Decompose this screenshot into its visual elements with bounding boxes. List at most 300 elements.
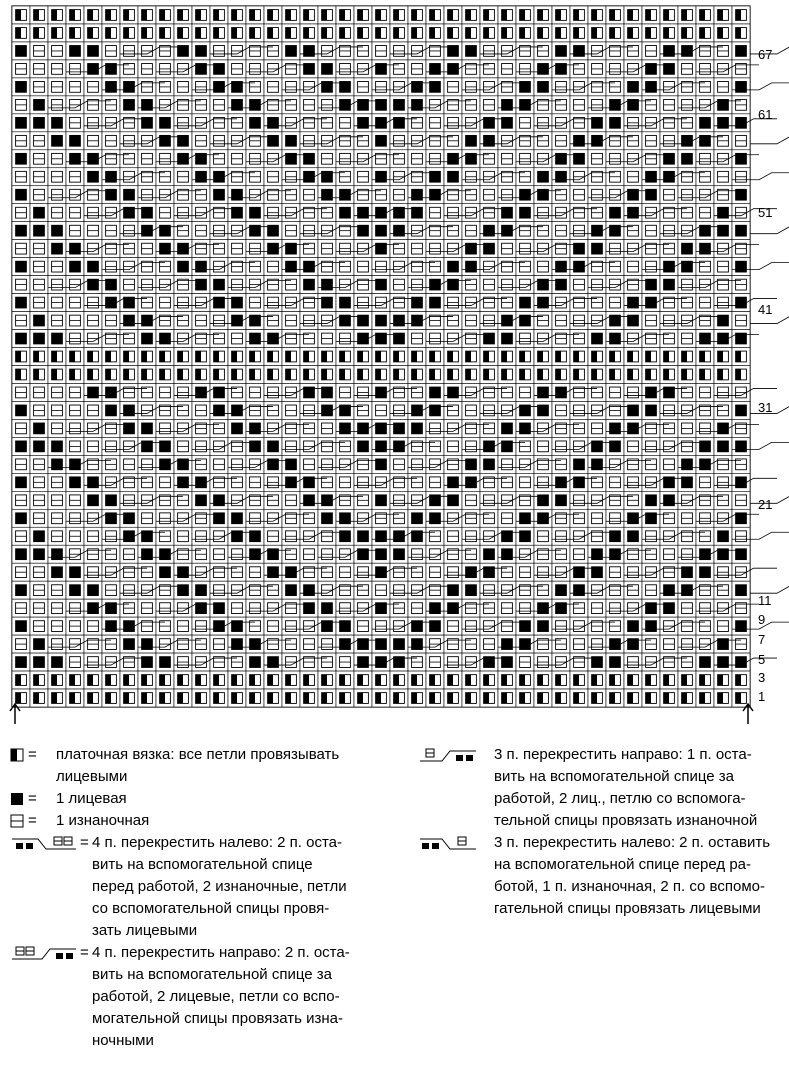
knit-stitch bbox=[124, 99, 135, 110]
knit-stitch bbox=[196, 171, 207, 182]
knit-stitch bbox=[628, 531, 639, 542]
knit-stitch bbox=[232, 315, 243, 326]
knit-stitch bbox=[322, 405, 333, 416]
knit-stitch bbox=[430, 513, 441, 524]
knit-stitch bbox=[502, 639, 513, 650]
knit-stitch bbox=[718, 207, 729, 218]
knit-stitch bbox=[556, 261, 567, 272]
knit-stitch bbox=[520, 189, 531, 200]
knit-stitch bbox=[34, 657, 45, 668]
knit-stitch bbox=[646, 297, 657, 308]
knit-stitch bbox=[394, 225, 405, 236]
legend-text: могательной спицы провязать изна- bbox=[92, 1010, 343, 1027]
knit-stitch bbox=[574, 585, 585, 596]
knit-stitch bbox=[376, 531, 387, 542]
knit-stitch bbox=[412, 99, 423, 110]
knit-stitch bbox=[430, 189, 441, 200]
knit-stitch bbox=[142, 99, 153, 110]
knit-stitch bbox=[394, 99, 405, 110]
knit-stitch bbox=[52, 567, 63, 578]
knit-stitch bbox=[106, 297, 117, 308]
knit-stitch bbox=[466, 261, 477, 272]
knit-stitch bbox=[718, 531, 729, 542]
knit-stitch bbox=[484, 135, 495, 146]
legend-left bbox=[10, 744, 390, 1052]
knit-stitch bbox=[124, 405, 135, 416]
knit-stitch bbox=[736, 117, 747, 128]
knit-stitch bbox=[34, 99, 45, 110]
knit-stitch bbox=[682, 585, 693, 596]
knit-stitch bbox=[736, 81, 747, 92]
knit-stitch bbox=[340, 189, 351, 200]
knit-stitch bbox=[592, 135, 603, 146]
knit-stitch bbox=[412, 423, 423, 434]
knit-stitch bbox=[610, 117, 621, 128]
knit-stitch bbox=[88, 603, 99, 614]
knit-stitch bbox=[682, 459, 693, 470]
equals-sign: = bbox=[28, 790, 37, 807]
knit-stitch bbox=[34, 117, 45, 128]
knit-stitch bbox=[538, 603, 549, 614]
legend-text: работой, 2 лицевые, петли со вспо- bbox=[92, 988, 340, 1005]
knit-stitch bbox=[196, 477, 207, 488]
knit-stitch bbox=[538, 297, 549, 308]
knit-stitch bbox=[376, 441, 387, 452]
knit-stitch bbox=[340, 513, 351, 524]
knit-stitch bbox=[70, 459, 81, 470]
legend-text: платочная вязка: все петли провязывать bbox=[56, 746, 340, 763]
knit-stitch bbox=[556, 171, 567, 182]
legend-item bbox=[418, 832, 788, 920]
knit-stitch bbox=[466, 567, 477, 578]
knit-stitch bbox=[106, 495, 117, 506]
knit-stitch bbox=[628, 423, 639, 434]
cable-4-right-icon bbox=[10, 945, 78, 968]
knit-stitch bbox=[124, 315, 135, 326]
start-arrow-right-icon bbox=[742, 702, 754, 724]
knit-stitch bbox=[340, 423, 351, 434]
knit-stitch bbox=[88, 585, 99, 596]
knit-stitch bbox=[430, 64, 441, 75]
knit-stitch bbox=[574, 46, 585, 57]
legend-text: 1 лицевая bbox=[56, 790, 127, 807]
knit-stitch bbox=[214, 171, 225, 182]
knit-stitch bbox=[196, 387, 207, 398]
knit-stitch bbox=[520, 99, 531, 110]
knit-stitch bbox=[160, 333, 171, 344]
knit-stitch bbox=[160, 243, 171, 254]
knit-stitch bbox=[682, 135, 693, 146]
knit-stitch bbox=[358, 207, 369, 218]
knit-stitch bbox=[34, 333, 45, 344]
knit-stitch bbox=[592, 243, 603, 254]
knit-stitch bbox=[16, 225, 27, 236]
knit-stitch bbox=[574, 135, 585, 146]
knit-stitch bbox=[736, 261, 747, 272]
knit-stitch bbox=[322, 279, 333, 290]
knit-stitch bbox=[376, 495, 387, 506]
knit-stitch bbox=[34, 441, 45, 452]
knit-stitch bbox=[232, 513, 243, 524]
knit-stitch bbox=[736, 405, 747, 416]
knit-stitch bbox=[538, 81, 549, 92]
knit-stitch bbox=[286, 567, 297, 578]
knit-stitch bbox=[34, 531, 45, 542]
knit-stitch bbox=[646, 81, 657, 92]
knit-stitch bbox=[250, 639, 261, 650]
knit-stitch bbox=[88, 387, 99, 398]
knit-stitch bbox=[34, 549, 45, 560]
row-number: 9 bbox=[758, 612, 766, 627]
knit-stitch bbox=[214, 81, 225, 92]
knit-stitch bbox=[556, 387, 567, 398]
knit-stitch bbox=[358, 333, 369, 344]
knit-stitch bbox=[142, 333, 153, 344]
equals-sign: = bbox=[80, 834, 89, 851]
knit-stitch bbox=[16, 441, 27, 452]
knit-stitch bbox=[214, 495, 225, 506]
legend-text: лицевыми bbox=[56, 768, 128, 785]
knit-stitch bbox=[502, 423, 513, 434]
knit-stitch bbox=[646, 405, 657, 416]
row-number: 41 bbox=[758, 302, 773, 317]
knit-stitch bbox=[556, 477, 567, 488]
row-number: 7 bbox=[758, 632, 766, 647]
legend-text: вить на вспомогательной спице bbox=[92, 856, 313, 873]
knit-stitch bbox=[268, 117, 279, 128]
knit-stitch bbox=[412, 513, 423, 524]
knit-stitch bbox=[340, 297, 351, 308]
knit-stitch bbox=[142, 423, 153, 434]
knit-stitch bbox=[16, 549, 27, 560]
knit-stitch bbox=[736, 621, 747, 632]
legend-item bbox=[10, 810, 390, 832]
knit-stitch bbox=[268, 243, 279, 254]
knit-stitch bbox=[736, 225, 747, 236]
legend-text: 1 изнаночная bbox=[56, 812, 150, 829]
knit-stitch bbox=[610, 207, 621, 218]
knit-stitch bbox=[466, 46, 477, 57]
knit-stitch bbox=[592, 549, 603, 560]
legend-text: ночными bbox=[92, 1032, 154, 1049]
knit-stitch bbox=[628, 81, 639, 92]
knit-stitch bbox=[88, 495, 99, 506]
knit-stitch bbox=[646, 621, 657, 632]
knit-stitch bbox=[70, 135, 81, 146]
knit-stitch bbox=[682, 46, 693, 57]
knit-stitch bbox=[628, 297, 639, 308]
legend-text: гательной спицы провязать лицевыми bbox=[494, 900, 761, 917]
knit-stitch bbox=[214, 279, 225, 290]
knit-stitch bbox=[520, 513, 531, 524]
knit-stitch bbox=[394, 441, 405, 452]
knit-stitch bbox=[34, 225, 45, 236]
knit-stitch bbox=[358, 117, 369, 128]
knit-stitch bbox=[556, 495, 567, 506]
knit-stitch bbox=[322, 513, 333, 524]
knit-stitch bbox=[70, 477, 81, 488]
knit-stitch bbox=[88, 477, 99, 488]
knit-stitch bbox=[88, 46, 99, 57]
knit-stitch bbox=[664, 495, 675, 506]
knit-stitch bbox=[322, 603, 333, 614]
knit-stitch bbox=[664, 279, 675, 290]
knit-stitch bbox=[664, 261, 675, 272]
knit-stitch bbox=[448, 603, 459, 614]
row-number: 3 bbox=[758, 670, 766, 685]
knit-stitch bbox=[592, 225, 603, 236]
knit-stitch bbox=[268, 567, 279, 578]
knit-stitch bbox=[376, 387, 387, 398]
row-number: 5 bbox=[758, 652, 766, 667]
knit-stitch bbox=[466, 135, 477, 146]
knit-stitch bbox=[448, 387, 459, 398]
knit-stitch bbox=[394, 315, 405, 326]
knit-stitch bbox=[52, 657, 63, 668]
knit-stitch bbox=[628, 621, 639, 632]
row-number: 51 bbox=[758, 205, 773, 220]
knit-stitch bbox=[124, 531, 135, 542]
knit-stitch bbox=[664, 171, 675, 182]
knit-stitch bbox=[394, 531, 405, 542]
knit-stitch bbox=[304, 46, 315, 57]
knit-stitch bbox=[34, 315, 45, 326]
knit-stitch bbox=[232, 639, 243, 650]
knit-stitch bbox=[196, 495, 207, 506]
knit-stitch bbox=[142, 549, 153, 560]
knit-stitch bbox=[250, 117, 261, 128]
knit-stitch bbox=[322, 495, 333, 506]
knit-stitch bbox=[412, 189, 423, 200]
knit-stitch bbox=[700, 459, 711, 470]
knit-stitch bbox=[70, 243, 81, 254]
knit-stitch bbox=[502, 99, 513, 110]
knit-stitch bbox=[304, 261, 315, 272]
knit-stitch bbox=[394, 549, 405, 560]
knit-stitch bbox=[736, 297, 747, 308]
knit-stitch bbox=[70, 567, 81, 578]
knit-stitch bbox=[52, 441, 63, 452]
knit-stitch bbox=[250, 549, 261, 560]
knit-stitch bbox=[502, 333, 513, 344]
knit-stitch bbox=[124, 189, 135, 200]
knit-stitch bbox=[538, 171, 549, 182]
knit-stitch bbox=[484, 549, 495, 560]
row-number: 31 bbox=[758, 400, 773, 415]
knit-stitch bbox=[736, 477, 747, 488]
knit-stitch bbox=[70, 153, 81, 164]
knit-stitch bbox=[16, 81, 27, 92]
knit-stitch bbox=[628, 207, 639, 218]
legend-item bbox=[10, 788, 390, 810]
knit-stitch bbox=[430, 603, 441, 614]
knit-stitch bbox=[376, 171, 387, 182]
cable-3-right-icon bbox=[418, 747, 478, 770]
knit-stitch bbox=[88, 171, 99, 182]
knit-stitch bbox=[304, 495, 315, 506]
knit-stitch bbox=[16, 117, 27, 128]
knit-stitch bbox=[592, 333, 603, 344]
knit-stitch bbox=[160, 567, 171, 578]
knit-stitch bbox=[646, 495, 657, 506]
knit-stitch bbox=[286, 135, 297, 146]
knit-stitch bbox=[52, 135, 63, 146]
knit-stitch bbox=[286, 585, 297, 596]
row-number: 67 bbox=[758, 47, 773, 62]
knit-stitch bbox=[178, 153, 189, 164]
legend-text: 3 п. перекрестить направо: 1 п. оста- bbox=[494, 746, 752, 763]
knit-stitch bbox=[448, 64, 459, 75]
knit-stitch bbox=[214, 405, 225, 416]
knit-stitch bbox=[700, 333, 711, 344]
knit-stitch bbox=[160, 549, 171, 560]
row-number: 11 bbox=[758, 593, 772, 608]
knit-stitch bbox=[448, 477, 459, 488]
knit-stitch bbox=[16, 621, 27, 632]
knit-stitch bbox=[538, 387, 549, 398]
knit-stitch bbox=[718, 333, 729, 344]
knit-stitch bbox=[16, 297, 27, 308]
knit-stitch bbox=[340, 639, 351, 650]
knit-stitch bbox=[142, 315, 153, 326]
knit-stitch bbox=[250, 333, 261, 344]
knit-stitch bbox=[358, 657, 369, 668]
knit-stitch bbox=[106, 387, 117, 398]
knit-stitch bbox=[52, 243, 63, 254]
knit-stitch bbox=[124, 621, 135, 632]
knit-stitch bbox=[700, 243, 711, 254]
knit-stitch bbox=[502, 225, 513, 236]
knit-stitch bbox=[358, 423, 369, 434]
knit-stitch bbox=[286, 477, 297, 488]
knit-stitch bbox=[52, 117, 63, 128]
knit-stitch bbox=[574, 459, 585, 470]
legend-text: вить на вспомогательной спице за bbox=[92, 966, 333, 983]
equals-sign: = bbox=[28, 812, 37, 829]
knit-stitch bbox=[196, 261, 207, 272]
cable-line bbox=[750, 137, 789, 144]
knit-stitch bbox=[700, 117, 711, 128]
knit-stitch bbox=[448, 171, 459, 182]
knit-stitch bbox=[196, 46, 207, 57]
knit-stitch bbox=[376, 567, 387, 578]
knit-stitch bbox=[250, 99, 261, 110]
knit-stitch bbox=[286, 46, 297, 57]
knit-stitch bbox=[232, 423, 243, 434]
cable-4-left-icon bbox=[10, 835, 78, 858]
knit-stitch bbox=[376, 315, 387, 326]
knit-stitch bbox=[610, 333, 621, 344]
start-arrow-left-icon bbox=[9, 702, 21, 724]
legend-text: перед работой, 2 изнаночные, петли bbox=[92, 878, 347, 895]
knit-stitch bbox=[304, 585, 315, 596]
legend-text: зать лицевыми bbox=[92, 922, 198, 939]
knit-stitch bbox=[556, 585, 567, 596]
knit-stitch bbox=[466, 477, 477, 488]
knit-stitch bbox=[700, 567, 711, 578]
knit-stitch bbox=[160, 657, 171, 668]
knit-stitch bbox=[718, 657, 729, 668]
knit-stitch bbox=[448, 261, 459, 272]
legend-text: тельной спицы провязать изнаночной bbox=[494, 812, 758, 829]
knit-stitch bbox=[88, 261, 99, 272]
knit-stitch bbox=[592, 459, 603, 470]
legend-item bbox=[10, 942, 390, 1052]
knit-stitch bbox=[574, 261, 585, 272]
knit-stitch bbox=[232, 189, 243, 200]
equals-sign: = bbox=[80, 944, 89, 961]
knit-stitch bbox=[412, 639, 423, 650]
knit-stitch bbox=[502, 315, 513, 326]
knit-stitch bbox=[682, 243, 693, 254]
knit-stitch bbox=[70, 261, 81, 272]
knit-stitch bbox=[484, 225, 495, 236]
legend-text: 3 п. перекрестить налево: 2 п. оставить bbox=[494, 834, 771, 851]
knit-stitch bbox=[538, 513, 549, 524]
knit-stitch bbox=[250, 657, 261, 668]
knit-stitch bbox=[502, 549, 513, 560]
knit-stitch bbox=[376, 225, 387, 236]
knit-stitch bbox=[646, 387, 657, 398]
knit-stitch bbox=[232, 99, 243, 110]
knit-stitch bbox=[466, 585, 477, 596]
knit-stitch bbox=[304, 171, 315, 182]
knit-stitch bbox=[88, 64, 99, 75]
knit-stitch bbox=[718, 117, 729, 128]
knit-stitch bbox=[268, 441, 279, 452]
knit-stitch bbox=[664, 585, 675, 596]
legend-text: на вспомогательной спице перед ра- bbox=[494, 856, 752, 873]
knit-stitch bbox=[16, 405, 27, 416]
knit-stitch bbox=[520, 297, 531, 308]
knit-stitch bbox=[142, 225, 153, 236]
cable-line bbox=[750, 227, 789, 234]
knit-stitch bbox=[736, 46, 747, 57]
knit-stitch bbox=[430, 387, 441, 398]
knit-stitch bbox=[664, 46, 675, 57]
knit-stitch bbox=[232, 405, 243, 416]
knit-stitch bbox=[376, 207, 387, 218]
knit-stitch bbox=[376, 117, 387, 128]
knit-stitch bbox=[178, 477, 189, 488]
knit-stitch bbox=[340, 207, 351, 218]
knit-stitch bbox=[88, 153, 99, 164]
legend-text: 4 п. перекрестить направо: 2 п. оста- bbox=[92, 944, 350, 961]
knit-stitch bbox=[628, 513, 639, 524]
knit-stitch bbox=[358, 441, 369, 452]
garter-icon bbox=[10, 747, 24, 769]
cable-3-left-icon bbox=[418, 835, 478, 858]
knit-stitch bbox=[268, 333, 279, 344]
knit-stitch bbox=[394, 639, 405, 650]
knit-stitch bbox=[160, 459, 171, 470]
knit-stitch bbox=[52, 549, 63, 560]
legend-item bbox=[10, 832, 390, 942]
legend-text: со вспомогательной спицы провя- bbox=[92, 900, 330, 917]
legend-item bbox=[10, 744, 390, 788]
knit-stitch bbox=[682, 153, 693, 164]
knit-stitch bbox=[610, 423, 621, 434]
equals-sign: = bbox=[28, 746, 37, 763]
knit-stitch bbox=[736, 441, 747, 452]
knit-stitch bbox=[16, 585, 27, 596]
knit-stitch bbox=[538, 621, 549, 632]
legend-text: работой, 2 лиц., петлю со вспомога- bbox=[494, 790, 746, 807]
knit-stitch bbox=[52, 459, 63, 470]
legend-text: 4 п. перекрестить налево: 2 п. оста- bbox=[92, 834, 343, 851]
knit-stitch bbox=[610, 657, 621, 668]
knit-stitch bbox=[430, 297, 441, 308]
